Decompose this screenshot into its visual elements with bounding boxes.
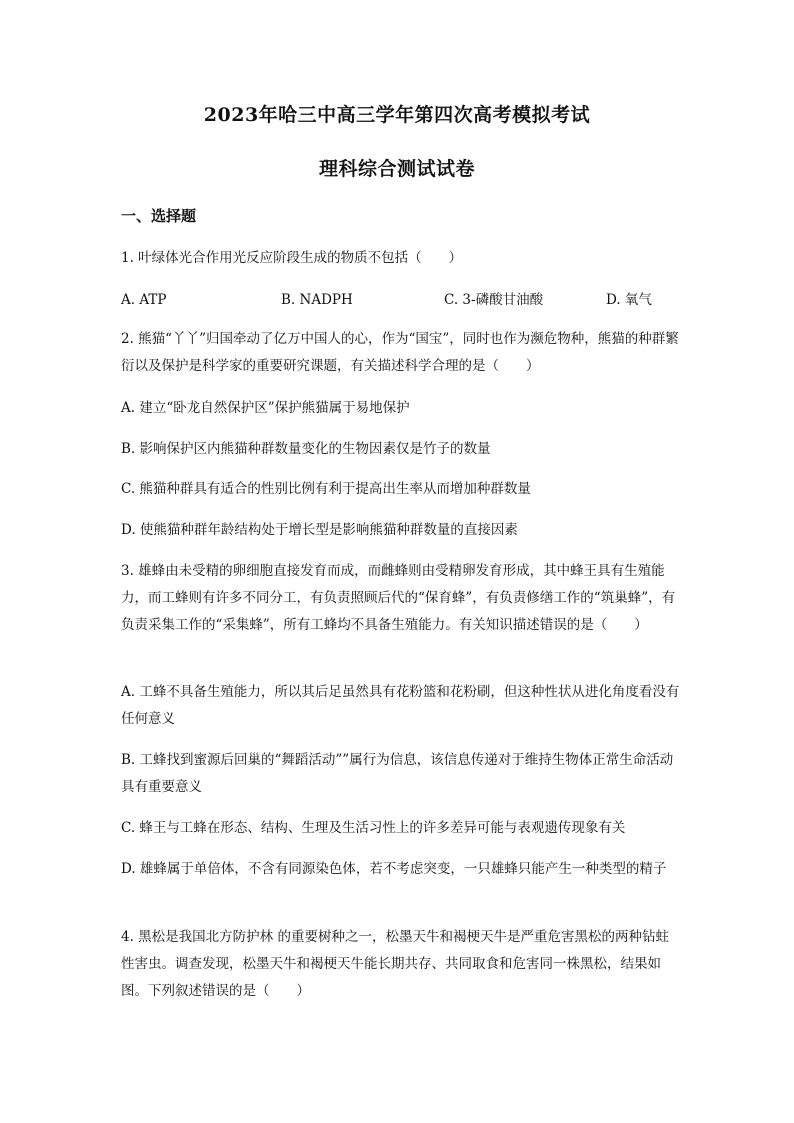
question-3-option-b: B. 工蜂找到蜜源后回巢的“舞蹈活动””属行为信息，该信息传递对于维持生物体正常生命活动具有重要意义 xyxy=(121,752,674,795)
question-3-stem: 3. 雄蜂由未受精的卵细胞直接发育而成，而雌蜂则由受精卵发育形成，其中蜂王具有生殖能力，而工蜂则有许多不同分工，有负责照顾后代的“保育蜂”，有负责修缮工作的“筑巢蜂”，有负责采集工作的“采集蜂”，所有工蜂均不具备生殖能力。有关知识描述错误的是（ ） xyxy=(121,563,676,633)
question-4-stem: 4. 黑松是我国北方防护林 的重要树种之一，松墨天牛和褐梗天牛是严重危害黑松的两种钻蛀性害虫。调查发现，松墨天牛和褐梗天牛能长期共存、共同取食和危害同一株黑松，结果如图。下列叙述错误的是（ ） xyxy=(121,929,669,999)
question-3-option-a: A. 工蜂不具备生殖能力，所以其后足虽然具有花粉篮和花粉刷，但这种性状从进化角度看没有任何意义 xyxy=(121,684,680,727)
question-1-stem: 1. 叶绿体光合作用光反应阶段生成的物质不包括（ ） xyxy=(121,250,463,266)
question-1-option-b: B. NADPH xyxy=(281,292,353,308)
question-2-option-c: C. 熊猫种群具有适合的性别比例有利于提高出生率从而增加种群数量 xyxy=(121,481,531,497)
question-2-option-a: A. 建立“卧龙自然保护区”保护熊猫属于易地保护 xyxy=(121,400,410,416)
question-2-stem: 2. 熊猫“丫丫”归国牵动了亿万中国人的心，作为“国宝”，同时也作为濒危物种，熊猫的种群繁衍以及保护是科学家的重要研究课题，有关描述科学合理的是（ ） xyxy=(121,331,679,374)
question-1-option-c: C. 3-磷酸甘油酸 xyxy=(444,292,544,308)
question-2-option-b: B. 影响保护区内熊猫种群数量变化的生物因素仅是竹子的数量 xyxy=(121,441,491,457)
question-3-option-d: D. 雄蜂属于单倍体，不含有同源染色体，若不考虑突变，一只雄蜂只能产生一种类型的精子 xyxy=(121,861,667,877)
question-3-option-c: C. 蜂王与工蜂在形态、结构、生理及生活习性上的许多差异可能与表观遗传现象有关 xyxy=(121,820,626,836)
question-1-options xyxy=(121,287,681,314)
section-heading: 一、选择题 xyxy=(121,207,197,225)
question-2-option-d: D. 使熊猫种群年龄结构处于增长型是影响熊猫种群数量的直接因素 xyxy=(121,522,518,538)
question-1-option-d: D. 氧气 xyxy=(606,292,652,308)
exam-subtitle: 理科综合测试试卷 xyxy=(318,158,475,180)
question-1-option-a: A. ATP xyxy=(121,292,167,308)
exam-title: 2023年哈三中高三学年第四次高考模拟考试 xyxy=(203,104,591,126)
